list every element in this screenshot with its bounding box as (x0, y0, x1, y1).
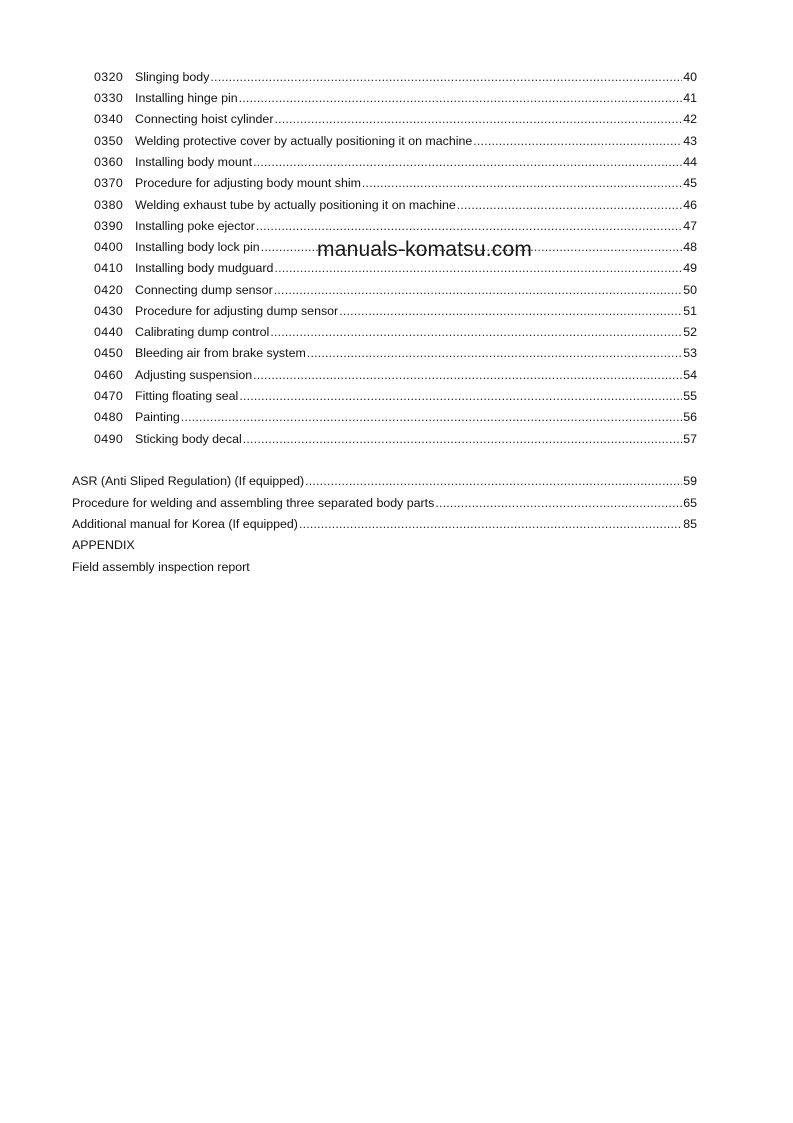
toc-code: 0320 (94, 70, 124, 84)
toc-title: Installing hinge pin (135, 91, 238, 105)
toc-code: 0330 (94, 91, 124, 105)
toc-row[interactable] (94, 430, 697, 448)
toc-page: 56 (683, 410, 697, 424)
toc-page: 45 (683, 176, 697, 190)
toc-row[interactable] (94, 132, 697, 150)
toc-main-row[interactable] (72, 515, 697, 533)
leader-dots (305, 472, 682, 490)
leader-dots (210, 68, 682, 86)
toc-title: Welding exhaust tube by actually positioning it on machine (135, 198, 456, 212)
toc-row[interactable] (94, 281, 697, 299)
toc-page: 41 (683, 91, 697, 105)
toc-title: Calibrating dump control (135, 325, 270, 339)
toc-page: 52 (683, 325, 697, 339)
toc-code: 0400 (94, 240, 124, 254)
toc-title: Installing body mudguard (135, 261, 274, 275)
toc-row[interactable] (94, 344, 697, 362)
toc-code: 0430 (94, 304, 124, 318)
toc-title: Connecting hoist cylinder (135, 112, 274, 126)
toc-row[interactable] (94, 110, 697, 128)
leader-dots (435, 494, 682, 512)
toc-title: Procedure for adjusting body mount shim (135, 176, 361, 190)
toc-page: 53 (683, 346, 697, 360)
toc-main-row[interactable] (72, 494, 697, 512)
toc-code: 0460 (94, 368, 124, 382)
toc-page: 47 (683, 219, 697, 233)
toc-row[interactable] (94, 68, 697, 86)
toc-title: Adjusting suspension (135, 368, 253, 382)
watermark-text: manuals-komatsu.com (317, 238, 533, 261)
toc-code: 0380 (94, 198, 124, 212)
toc-page: 50 (683, 283, 697, 297)
toc-title: Welding protective cover by actually positioning it on machine (135, 134, 473, 148)
toc-title: Additional manual for Korea (If equipped) (72, 517, 298, 531)
toc-code: 0390 (94, 219, 124, 233)
appendix-item[interactable]: Field assembly inspection report (72, 560, 250, 574)
leader-dots (299, 515, 682, 533)
appendix-heading: APPENDIX (72, 538, 135, 552)
leader-dots (473, 132, 682, 150)
toc-row[interactable] (94, 302, 697, 320)
toc-title: Installing poke ejector (135, 219, 255, 233)
toc-row[interactable] (94, 408, 697, 426)
toc-row[interactable] (94, 387, 697, 405)
toc-title: Installing body lock pin (135, 240, 260, 254)
toc-code: 0350 (94, 134, 124, 148)
toc-code: 0490 (94, 432, 124, 446)
leader-dots (253, 366, 682, 384)
toc-page: 57 (683, 432, 697, 446)
toc-code: 0360 (94, 155, 124, 169)
toc-code: 0440 (94, 325, 124, 339)
toc-row[interactable] (94, 196, 697, 214)
leader-dots (457, 196, 682, 214)
toc-code: 0480 (94, 410, 124, 424)
toc-page: 54 (683, 368, 697, 382)
toc-page: 40 (683, 70, 697, 84)
leader-dots (339, 302, 682, 320)
leader-dots (256, 217, 682, 235)
toc-title: Procedure for welding and assembling three separated body parts (72, 496, 435, 510)
toc-row[interactable] (94, 174, 697, 192)
toc-code: 0450 (94, 346, 124, 360)
leader-dots (362, 174, 682, 192)
toc-title: Installing body mount (135, 155, 253, 169)
toc-page: 46 (683, 198, 697, 212)
leader-dots (239, 89, 683, 107)
toc-page: 43 (683, 134, 697, 148)
toc-code: 0420 (94, 283, 124, 297)
toc-row[interactable] (94, 89, 697, 107)
leader-dots (274, 110, 682, 128)
leader-dots (274, 281, 682, 299)
toc-title: Procedure for adjusting dump sensor (135, 304, 339, 318)
toc-row[interactable] (94, 323, 697, 341)
leader-dots (270, 323, 682, 341)
leader-dots (243, 430, 682, 448)
toc-title: Slinging body (135, 70, 210, 84)
toc-title: Fitting floating seal (135, 389, 239, 403)
toc-page: 49 (683, 261, 697, 275)
leader-dots (307, 344, 682, 362)
toc-page: 65 (683, 496, 697, 510)
toc-title: Connecting dump sensor (135, 283, 273, 297)
toc-page: 55 (683, 389, 697, 403)
leader-dots (181, 408, 682, 426)
toc-code: 0410 (94, 261, 124, 275)
toc-code: 0470 (94, 389, 124, 403)
toc-page: 59 (683, 474, 697, 488)
toc-title: Bleeding air from brake system (135, 346, 306, 360)
toc-row[interactable] (94, 217, 697, 235)
toc-main-row[interactable] (72, 472, 697, 490)
leader-dots (239, 387, 682, 405)
toc-page: 48 (683, 240, 697, 254)
toc-title: ASR (Anti Sliped Regulation) (If equipped) (72, 474, 305, 488)
toc-code: 0370 (94, 176, 124, 190)
leader-dots (253, 153, 682, 171)
toc-title: Sticking body decal (135, 432, 242, 446)
toc-row[interactable] (94, 366, 697, 384)
toc-page: 85 (683, 517, 697, 531)
toc-page: 42 (683, 112, 697, 126)
toc-code: 0340 (94, 112, 124, 126)
toc-title: Painting (135, 410, 180, 424)
toc-page: 51 (683, 304, 697, 318)
toc-page: 44 (683, 155, 697, 169)
toc-row[interactable] (94, 153, 697, 171)
